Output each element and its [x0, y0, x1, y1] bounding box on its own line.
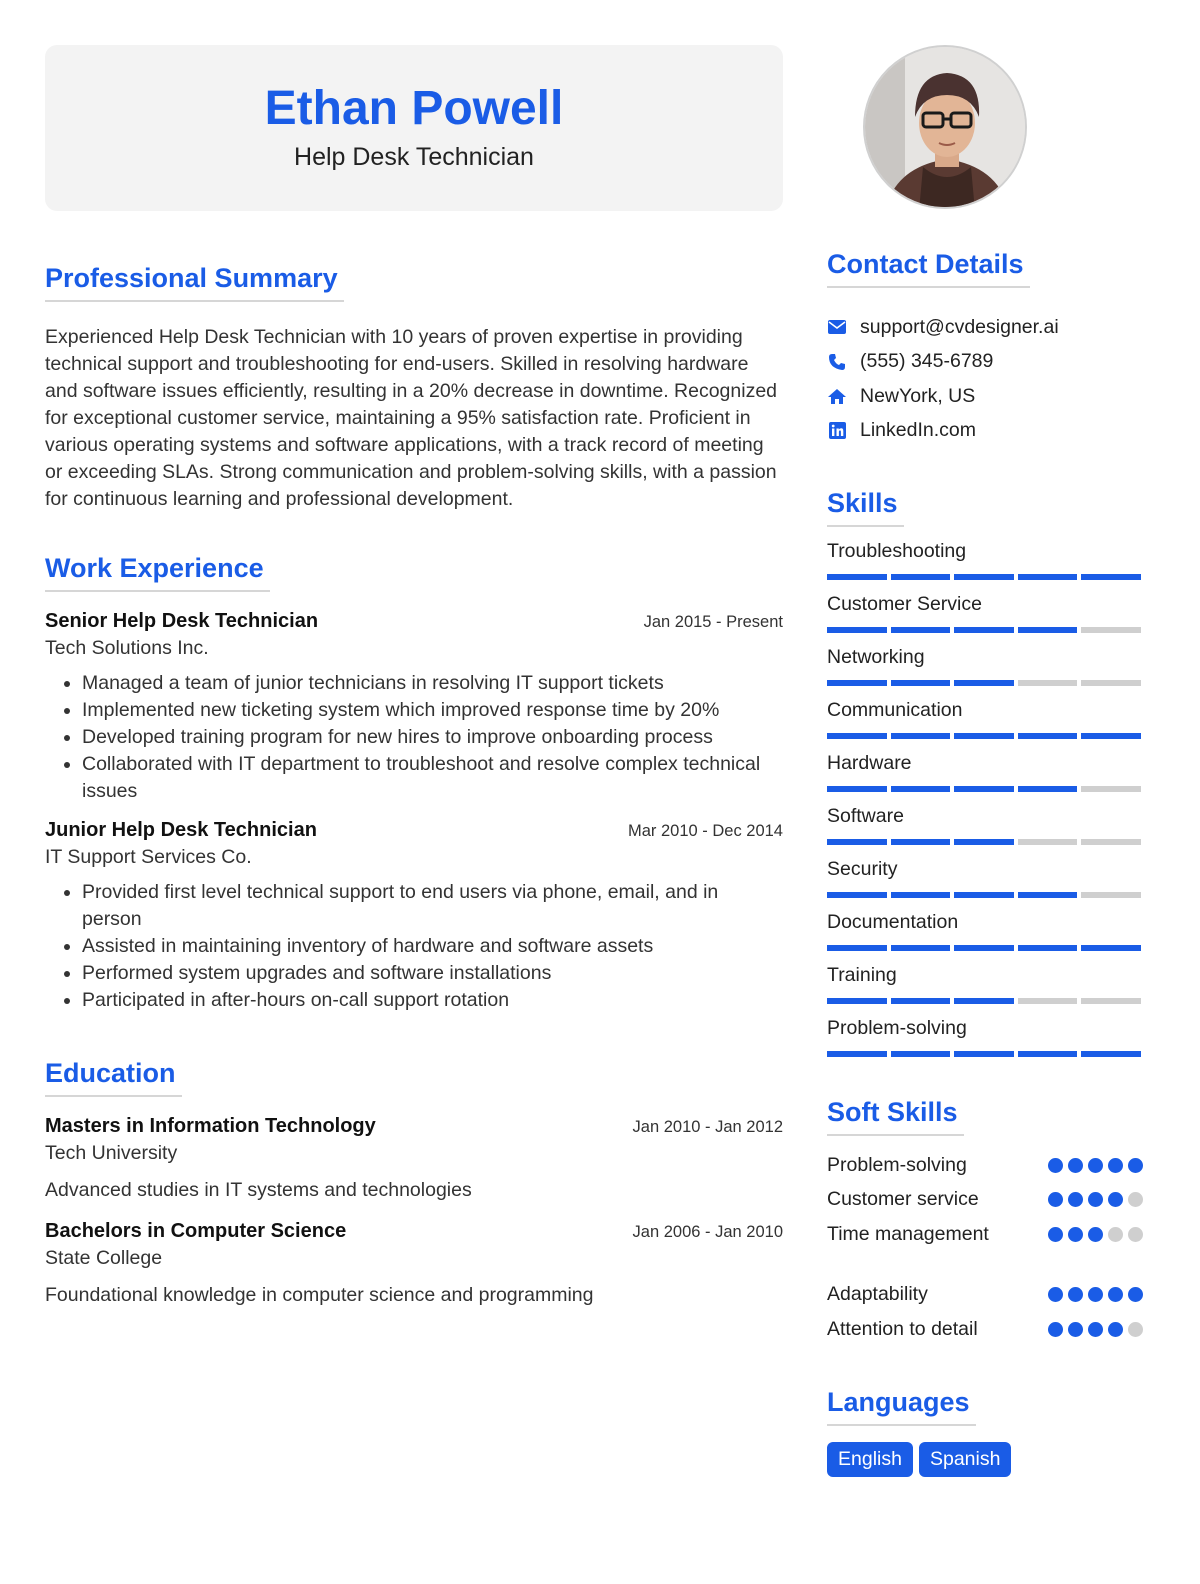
skill-level-segment — [1081, 892, 1141, 898]
language-badge: English — [827, 1442, 913, 1477]
skill-item — [827, 804, 1143, 845]
skill-level-bar — [827, 998, 1143, 1004]
contact-location: NewYork, US — [827, 379, 1143, 414]
skill-name: Customer Service — [827, 593, 982, 615]
skills-list — [827, 539, 1143, 1057]
degree-name: Masters in Information Technology — [45, 1115, 376, 1137]
skill-level-segment — [1018, 786, 1078, 792]
skill-level-segment — [1081, 1051, 1141, 1057]
skill-level-segment — [1081, 733, 1141, 739]
sidebar-column — [827, 45, 1143, 1477]
skill-item — [827, 963, 1143, 1004]
skill-level-segment — [891, 839, 951, 845]
job-role: Junior Help Desk Technician — [45, 819, 317, 841]
contact-email[interactable]: support@cvdesigner.ai — [827, 310, 1143, 345]
skill-item — [827, 910, 1143, 951]
rating-dot — [1068, 1287, 1083, 1302]
home-icon — [827, 386, 847, 406]
rating-dot — [1088, 1192, 1103, 1207]
skill-level-segment — [827, 998, 887, 1004]
skill-level-segment — [891, 892, 951, 898]
rating-dot — [1108, 1192, 1123, 1207]
soft-skills-heading: Soft Skills — [827, 1097, 964, 1136]
list-item: • Provided first level technical support to end users via phone, email, and in person — [82, 879, 783, 933]
skill-name: Communication — [827, 699, 963, 721]
education-entry — [45, 1115, 783, 1202]
soft-skill-item — [827, 1278, 1143, 1313]
rating-dot — [1128, 1227, 1143, 1242]
skill-level-bar — [827, 892, 1143, 898]
job-dates: Mar 2010 - Dec 2014 — [627, 822, 783, 840]
skill-level-segment — [1081, 998, 1141, 1004]
soft-skill-name: Problem-solving — [827, 1153, 967, 1176]
contact-heading: Contact Details — [827, 249, 1030, 288]
skill-level-segment — [954, 998, 1014, 1004]
rating-dot — [1088, 1158, 1103, 1173]
skill-level-segment — [954, 733, 1014, 739]
education-heading: Education — [45, 1058, 182, 1097]
rating-dot — [1048, 1227, 1063, 1242]
skill-level-segment — [1018, 680, 1078, 686]
skill-item — [827, 645, 1143, 686]
contact-phone[interactable]: (555) 345-6789 — [827, 345, 1143, 380]
skill-level-segment — [827, 786, 887, 792]
soft-skill-item — [827, 1148, 1143, 1183]
rating-dot — [1108, 1227, 1123, 1242]
skill-level-segment — [954, 945, 1014, 951]
phone-icon — [827, 352, 847, 372]
rating-dot — [1088, 1287, 1103, 1302]
skill-item — [827, 592, 1143, 633]
soft-skill-rating — [1048, 1227, 1143, 1242]
education-dates: Jan 2010 - Jan 2012 — [632, 1118, 783, 1136]
skill-level-bar — [827, 733, 1143, 739]
rating-dot — [1068, 1158, 1083, 1173]
job-bullets — [45, 879, 783, 1014]
list-item: • Implemented new ticketing system which improved response time by 20% — [82, 697, 783, 724]
soft-skill-rating — [1048, 1322, 1143, 1337]
summary-heading: Professional Summary — [45, 263, 344, 302]
skill-level-bar — [827, 680, 1143, 686]
skill-level-segment — [1081, 786, 1141, 792]
soft-skill-name: Customer service — [827, 1188, 979, 1211]
profile-photo-illustration — [865, 47, 1027, 209]
skill-level-segment — [954, 839, 1014, 845]
rating-dot — [1128, 1287, 1143, 1302]
skill-level-segment — [827, 1051, 887, 1057]
skill-level-segment — [1018, 1051, 1078, 1057]
skill-level-segment — [954, 627, 1014, 633]
skill-level-segment — [891, 998, 951, 1004]
skill-name: Problem-solving — [827, 1017, 967, 1039]
list-item: • Developed training program for new hires to improve onboarding process — [82, 724, 783, 751]
list-item: • Performed system upgrades and software installations — [82, 960, 783, 987]
soft-skill-rating — [1048, 1158, 1143, 1173]
main-column — [45, 45, 783, 1307]
skill-level-segment — [954, 892, 1014, 898]
candidate-title: Help Desk Technician — [294, 142, 534, 171]
job-entry — [45, 819, 783, 1014]
soft-skill-name: Attention to detail — [827, 1317, 978, 1340]
soft-skill-name: Adaptability — [827, 1283, 928, 1306]
education-entry — [45, 1220, 783, 1307]
skill-item — [827, 857, 1143, 898]
soft-skill-rating — [1048, 1192, 1143, 1207]
job-company: IT Support Services Co. — [45, 846, 252, 868]
envelope-icon — [827, 317, 847, 337]
skill-item — [827, 698, 1143, 739]
skill-level-segment — [891, 627, 951, 633]
candidate-name: Ethan Powell — [264, 82, 564, 136]
rating-dot — [1048, 1192, 1063, 1207]
rating-dot — [1068, 1227, 1083, 1242]
rating-dot — [1128, 1192, 1143, 1207]
work-heading: Work Experience — [45, 553, 270, 592]
skill-level-segment — [827, 892, 887, 898]
skill-name: Troubleshooting — [827, 540, 967, 562]
skill-level-segment — [1018, 998, 1078, 1004]
skill-level-segment — [1018, 839, 1078, 845]
contact-list — [827, 310, 1143, 448]
skill-level-segment — [891, 574, 951, 580]
skill-name: Networking — [827, 646, 925, 668]
skill-level-segment — [1018, 627, 1078, 633]
skill-level-segment — [827, 945, 887, 951]
profile-photo — [863, 45, 1027, 209]
soft-skill-item — [827, 1217, 1143, 1252]
list-item: • Managed a team of junior technicians in resolving IT support tickets — [82, 670, 783, 697]
skill-name: Security — [827, 858, 898, 880]
skill-name: Training — [827, 964, 897, 986]
skill-level-segment — [1081, 839, 1141, 845]
rating-dot — [1088, 1322, 1103, 1337]
education-detail: Advanced studies in IT systems and technologies — [45, 1179, 472, 1201]
list-item: • Participated in after-hours on-call support rotation — [82, 987, 783, 1014]
contact-linkedin[interactable]: LinkedIn.com — [827, 414, 1143, 449]
rating-dot — [1108, 1287, 1123, 1302]
skill-level-segment — [827, 574, 887, 580]
rating-dot — [1128, 1158, 1143, 1173]
skill-level-bar — [827, 574, 1143, 580]
skills-heading: Skills — [827, 488, 904, 527]
header-box — [45, 45, 783, 211]
language-badge: Spanish — [919, 1442, 1011, 1477]
skill-level-segment — [954, 574, 1014, 580]
school-name: Tech University — [45, 1142, 178, 1164]
skill-level-segment — [1018, 574, 1078, 580]
rating-dot — [1088, 1227, 1103, 1242]
rating-dot — [1048, 1322, 1063, 1337]
skill-level-bar — [827, 627, 1143, 633]
rating-dot — [1048, 1158, 1063, 1173]
job-company: Tech Solutions Inc. — [45, 637, 209, 659]
education-detail: Foundational knowledge in computer science and programming — [45, 1284, 594, 1306]
job-bullets — [45, 670, 783, 805]
skill-name: Documentation — [827, 911, 959, 933]
skill-level-segment — [954, 680, 1014, 686]
skill-level-segment — [1018, 892, 1078, 898]
rating-dot — [1128, 1322, 1143, 1337]
soft-skill-rating — [1048, 1287, 1143, 1302]
job-dates: Jan 2015 - Present — [643, 613, 783, 631]
skill-level-segment — [891, 786, 951, 792]
education-dates: Jan 2006 - Jan 2010 — [632, 1223, 783, 1241]
linkedin-icon — [827, 421, 847, 441]
skill-name: Hardware — [827, 752, 912, 774]
skill-item — [827, 751, 1143, 792]
rating-dot — [1108, 1322, 1123, 1337]
skill-level-segment — [954, 1051, 1014, 1057]
summary-text: Experienced Help Desk Technician with 10 years of proven expertise in providing technical support and troubleshooting for end-users. Skilled in resolving hardware and software issues efficiently, resulting in a 20% decrease in downtime. Recognized for exceptional customer service, maintaining a 95% satisfaction rate. Proficient in various operating systems and software applications, with a track record of meeting or exceeding SLAs. Strong communication and problem-solving skills, with a passion for continuous learning and professional development. — [45, 326, 778, 510]
skill-level-segment — [891, 680, 951, 686]
skill-level-segment — [891, 733, 951, 739]
skill-level-segment — [1081, 574, 1141, 580]
rating-dot — [1068, 1192, 1083, 1207]
skill-level-bar — [827, 1051, 1143, 1057]
soft-skill-item — [827, 1312, 1143, 1347]
soft-skill-item — [827, 1183, 1143, 1218]
skill-level-segment — [827, 839, 887, 845]
skill-level-segment — [1081, 945, 1141, 951]
skill-level-segment — [891, 945, 951, 951]
skill-level-segment — [827, 627, 887, 633]
skill-level-segment — [891, 1051, 951, 1057]
skill-level-segment — [827, 680, 887, 686]
rating-dot — [1068, 1322, 1083, 1337]
degree-name: Bachelors in Computer Science — [45, 1220, 347, 1242]
skill-level-bar — [827, 945, 1143, 951]
job-role: Senior Help Desk Technician — [45, 610, 319, 632]
languages-heading: Languages — [827, 1387, 976, 1426]
skill-level-bar — [827, 786, 1143, 792]
skill-level-segment — [1018, 733, 1078, 739]
rating-dot — [1108, 1158, 1123, 1173]
job-entry — [45, 610, 783, 805]
skill-level-segment — [1081, 627, 1141, 633]
rating-dot — [1048, 1287, 1063, 1302]
school-name: State College — [45, 1247, 163, 1269]
list-item: • Assisted in maintaining inventory of hardware and software assets — [82, 933, 783, 960]
skill-level-segment — [954, 786, 1014, 792]
list-item: • Collaborated with IT department to troubleshoot and resolve complex technical issues — [82, 751, 783, 805]
skill-level-bar — [827, 839, 1143, 845]
skill-item — [827, 1016, 1143, 1057]
skill-name: Software — [827, 805, 904, 827]
skill-item — [827, 539, 1143, 580]
skill-level-segment — [827, 733, 887, 739]
skill-level-segment — [1081, 680, 1141, 686]
language-list — [827, 1442, 1143, 1477]
skill-level-segment — [1018, 945, 1078, 951]
soft-skill-name: Time management — [827, 1222, 989, 1245]
soft-skills-list — [827, 1148, 1143, 1347]
